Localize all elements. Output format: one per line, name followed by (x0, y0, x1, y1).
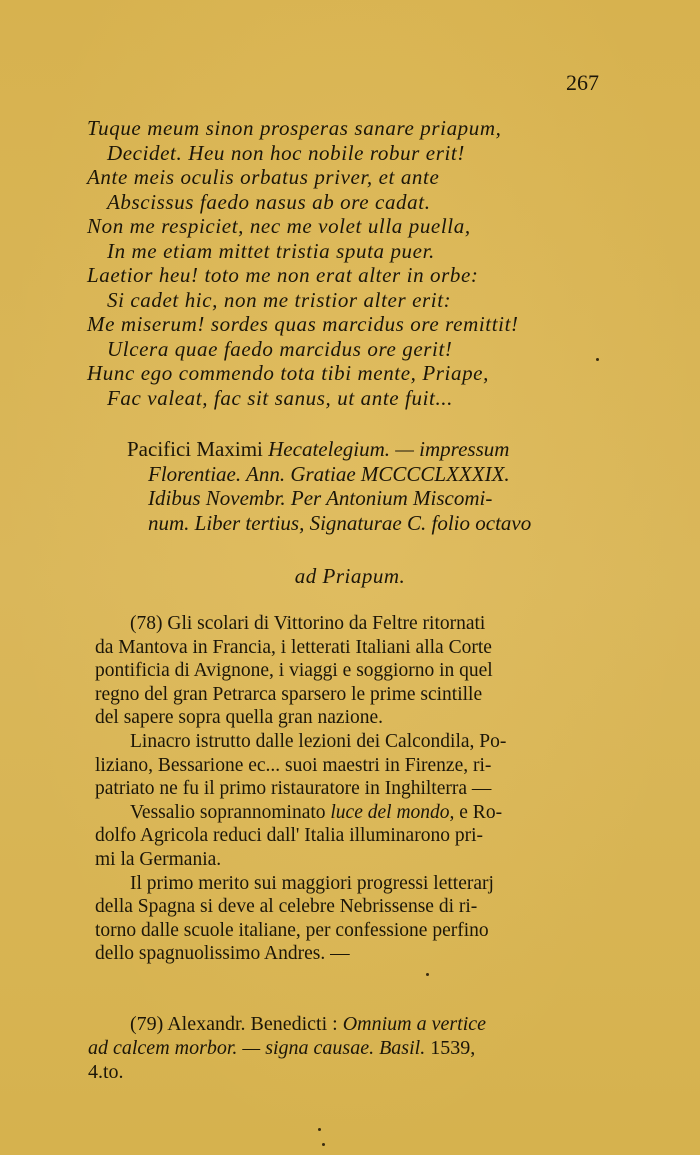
ink-speck (318, 1128, 321, 1131)
poem-line: Ulcera quae faedo marcidus ore gerit! (107, 336, 453, 361)
prose-line: mi la Germania. (95, 848, 222, 870)
citation-line (127, 437, 627, 462)
prose-line: Il primo merito sui maggiori progressi letterarj (130, 872, 494, 894)
page-number: 267 (566, 70, 599, 95)
footnote-italic-segment: Omnium a vertice (342, 1013, 487, 1035)
latin-poem (87, 116, 647, 410)
footnote-78 (95, 612, 625, 966)
poem-line: Decidet. Heu non hoc nobile robur erit! (107, 140, 465, 165)
prose-line: patriato ne fu il primo ristauratore in Inghilterra — (95, 778, 492, 800)
ink-speck (322, 1143, 325, 1146)
poem-line: Laetior heu! toto me non erat alter in orbe: (87, 263, 479, 287)
prose-line: del sapere sopra quella gran nazione. (95, 707, 384, 729)
poem-line: Hunc ego commendo tota tibi mente, Priape, (87, 361, 489, 385)
footnote-line (88, 1012, 633, 1036)
poem-line: Tuque meum sinon prosperas sanare priapum, (87, 116, 502, 140)
poem-line: Non me respiciet, nec me volet ulla puella, (87, 214, 471, 238)
prose-line: da Mantova in Francia, i letterati Italiani alla Corte (95, 636, 492, 658)
prose-segment: Vessalio soprannominato (130, 801, 331, 823)
poem-line: Me miserum! sordes quas marcidus ore remittit! (87, 312, 519, 336)
ink-speck (596, 358, 599, 361)
prose-line (95, 801, 625, 825)
ink-speck (426, 973, 429, 976)
poem-line: Si cadet hic, non me tristior alter erit: (107, 287, 452, 312)
footnote-italic-segment: ad calcem morbor. — signa causae. Basil. (88, 1037, 426, 1059)
prose-line: pontificia di Avignone, i viaggi e soggiorno in quel (95, 660, 493, 682)
footnote-79 (88, 1012, 633, 1084)
prose-line: dello spagnuolissimo Andres. — (95, 943, 350, 965)
prose-line: regno del gran Petrarca sparsero le prime scintille (95, 683, 483, 705)
citation-title: Hecatelegium. — impressum (268, 437, 510, 461)
prose-line: liziano, Bessarione ec... suoi maestri in Firenze, ri- (95, 754, 492, 776)
prose-line: (78) Gli scolari di Vittorino da Feltre ritornati (130, 613, 486, 634)
citation-line: Idibus Novembr. Per Antonium Miscomi- (148, 486, 493, 510)
citation-line: num. Liber tertius, Signaturae C. folio octavo (148, 510, 532, 535)
poem-line: Fac valeat, fac sit sanus, ut ante fuit... (107, 385, 453, 410)
footnote-segment: 1539, (425, 1037, 476, 1059)
prose-line: della Spagna si deve al celebre Nebrissense di ri- (95, 896, 478, 918)
prose-line: Linacro istrutto dalle lezioni dei Calcondila, Po- (130, 730, 507, 752)
poem-line: Abscissus faedo nasus ab ore cadat. (107, 189, 431, 214)
footnote-line (88, 1036, 633, 1060)
source-citation (127, 437, 627, 535)
prose-line: torno dalle scuole italiane, per confessione perfino (95, 919, 489, 941)
prose-segment: e Ro- (454, 801, 503, 823)
prose-line: dolfo Agricola reduci dall' Italia illuminarono pri- (95, 825, 483, 847)
prose-italic-segment: luce del mondo, (330, 801, 455, 823)
poem-line: Ante meis oculis orbatus priver, et ante (87, 165, 440, 189)
poem-line: In me etiam mittet tristia sputa puer. (107, 238, 435, 263)
footnote-line: 4.to. (88, 1061, 124, 1083)
citation-author: Pacifici Maximi (127, 437, 269, 461)
section-subtitle: ad Priapum. (294, 564, 406, 588)
citation-line: Florentiae. Ann. Gratiae MCCCCLXXXIX. (148, 461, 510, 486)
footnote-segment: (79) Alexandr. Benedicti : (130, 1013, 343, 1035)
